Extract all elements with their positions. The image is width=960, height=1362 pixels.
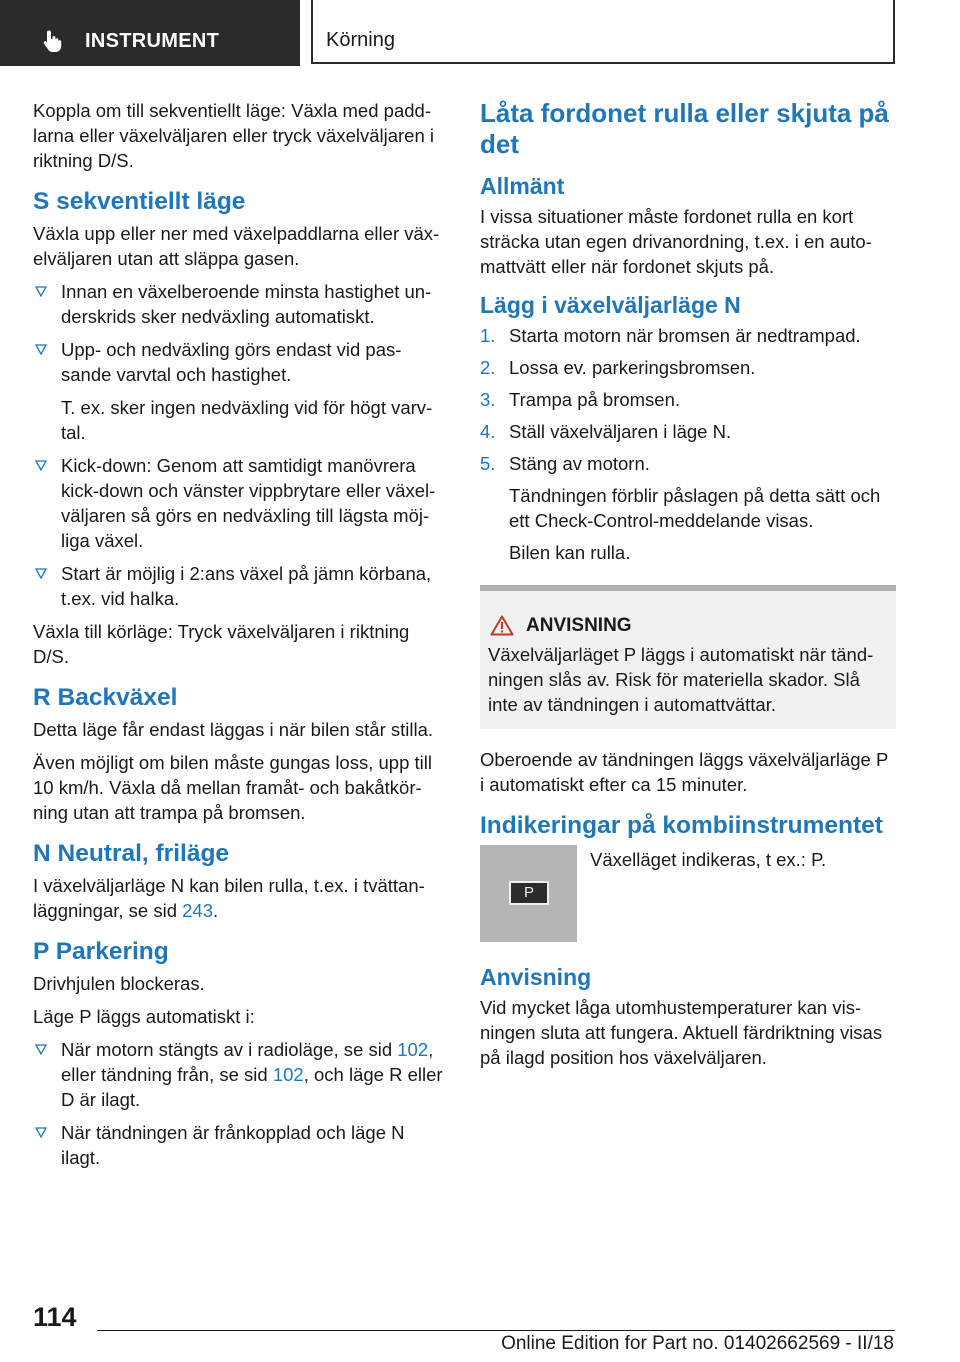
- step-text: Ställ växelväljaren i läge N.: [509, 421, 732, 442]
- select-n-heading: Lägg i växelväljarläge N: [480, 292, 741, 318]
- instrument-display-image: [480, 845, 577, 942]
- bullet-text-part: , och läge R eller D är ilagt.: [61, 1064, 443, 1110]
- bullet-item: [33, 279, 445, 329]
- s-after-text: Växla till körläge: Tryck växelväljaren i riktning D/S.: [33, 621, 410, 667]
- r-reverse-heading: R Backväxel: [33, 684, 178, 711]
- right-column: [480, 98, 896, 1078]
- step-number: 5.: [480, 453, 496, 474]
- r-reverse-text-1: Detta läge får endast läggas i när bilen står stilla.: [33, 719, 434, 740]
- triangle-bullet-icon: [35, 286, 47, 297]
- triangle-bullet-icon: [35, 1127, 47, 1138]
- step-text: Starta motorn när bromsen är nedtrampad.: [509, 325, 861, 346]
- numbered-step: [480, 451, 896, 476]
- triangle-bullet-icon: [35, 1044, 47, 1055]
- numbered-step: [480, 355, 896, 380]
- intro-paragraph: Koppla om till sekventiellt läge: Växla med paddlarna eller växelväljaren eller tryck växelväljaren i riktning D/S.: [33, 100, 435, 171]
- step-subtext: Bilen kan rulla.: [509, 542, 631, 563]
- notice-title: ANVISNING: [526, 615, 632, 636]
- bullet-text: Kick-down: Genom att samtidigt manövrera kick-down och vänster vippbrytare eller växelväljaren så görs en nedväxling till lägsta möjliga växel.: [61, 455, 436, 551]
- after-notice-text: Oberoende av tändningen läggs växelväljarläge P i automatiskt efter ca 15 minuter.: [480, 749, 888, 795]
- step-number: 2.: [480, 357, 496, 378]
- n-neutral-heading: N Neutral, friläge: [33, 840, 230, 867]
- footer-divider: [97, 1330, 895, 1331]
- gear-indicator-p: P: [509, 881, 549, 905]
- step-number: 3.: [480, 389, 496, 410]
- warning-triangle-icon: [490, 615, 514, 636]
- page-link-102[interactable]: 102: [397, 1039, 429, 1060]
- bullet-item: [33, 1120, 445, 1170]
- bullet-subtext: T. ex. sker ingen nedväxling vid för högt varvtal.: [61, 397, 433, 443]
- step-number: 1.: [480, 325, 496, 346]
- page-link-243[interactable]: 243: [182, 900, 214, 921]
- bullet-text: När tändningen är frånkopplad och läge N ilagt.: [61, 1122, 405, 1168]
- indicator-heading: Indikeringar på kombiinstrumentet: [480, 812, 883, 839]
- general-heading: Allmänt: [480, 173, 565, 199]
- p-park-heading: P Parkering: [33, 938, 169, 965]
- page-link-102[interactable]: 102: [272, 1064, 304, 1085]
- general-text: I vissa situationer måste fordonet rulla en kort sträcka utan egen drivanordning, t.ex. i en automattvätt eller när fordonet skjuts på.: [480, 206, 872, 277]
- step-text: Stäng av motorn.: [509, 453, 650, 474]
- n-neutral-text: [33, 873, 445, 923]
- bullet-text: Innan en växelberoende minsta hastighet underskrids sker nedväxling automatiskt.: [61, 281, 432, 327]
- numbered-step: [480, 387, 896, 412]
- triangle-bullet-icon: [35, 344, 47, 355]
- left-column: [33, 98, 445, 1178]
- note-text: Vid mycket låga utomhustemperaturer kan visningen sluta att fungera. Aktuell färdriktning visas på ilagd position hos växelväljaren.: [480, 997, 883, 1068]
- step-text: Trampa på bromsen.: [509, 389, 681, 410]
- notice-text: Växelväljarläget P läggs i automatiskt när tändningen slås av. Risk för materiella skador. Slå inte av tändningen i automattvättar.: [488, 644, 874, 715]
- display-illustration-row: [480, 845, 896, 945]
- notice-title-row: [488, 613, 888, 638]
- note-heading: Anvisning: [480, 964, 592, 990]
- numbered-step: [480, 323, 896, 348]
- header-chapter-label: Körning: [326, 29, 395, 51]
- s-sequential-text: Växla upp eller ner med växelpaddlarna eller växelväljaren utan att släppa gasen.: [33, 223, 440, 269]
- roll-vehicle-heading: Låta fordonet rulla eller skjuta på det: [480, 98, 889, 159]
- r-reverse-text-2: Även möjligt om bilen måste gungas loss, upp till 10 km/h. Växla då mellan framåt- och bakåtkörning utan att trampa på bromsen.: [33, 752, 432, 823]
- notice-box: [480, 585, 896, 729]
- bullet-item: [33, 561, 445, 611]
- header-section-tab: [0, 0, 300, 66]
- s-sequential-heading: S sekventiellt läge: [33, 188, 246, 215]
- bullet-text-part: , eller tändning från, se sid: [61, 1039, 434, 1085]
- bullet-text: Upp- och nedväxling görs endast vid passande varvtal och hastighet.: [61, 339, 402, 385]
- bullet-item: [33, 337, 445, 387]
- triangle-bullet-icon: [35, 460, 47, 471]
- header-chapter-tab: [311, 0, 895, 64]
- bullet-text: Start är möjlig i 2:ans växel på jämn körbana, t.ex. vid halka.: [61, 563, 432, 609]
- step-subtext: Tändningen förblir påslagen på detta sätt och ett Check-Control-meddelande visas.: [509, 485, 881, 531]
- n-neutral-text-part: I växelväljarläge N kan bilen rulla, t.ex. i tvättanläggningar, se sid: [33, 875, 425, 921]
- page-number: 114: [33, 1302, 77, 1332]
- triangle-bullet-icon: [35, 568, 47, 579]
- hand-pointer-icon: [42, 29, 64, 53]
- step-number: 4.: [480, 421, 496, 442]
- bullet-item: [33, 1037, 445, 1112]
- footer-edition-text: Online Edition for Part no. 01402662569 - II/18: [501, 1333, 894, 1354]
- indicator-text: Växelläget indikeras, t ex.: P.: [590, 849, 827, 870]
- bullet-item: [33, 453, 445, 553]
- p-park-text-1: Drivhjulen blockeras.: [33, 973, 205, 994]
- header-section-label: INSTRUMENT: [85, 30, 220, 52]
- bullet-text-part: När motorn stängts av i radioläge, se sid: [61, 1039, 398, 1060]
- step-text: Lossa ev. parkeringsbromsen.: [509, 357, 756, 378]
- numbered-step: [480, 419, 896, 444]
- n-neutral-text-end: .: [213, 900, 219, 921]
- p-park-text-2: Läge P läggs automatiskt i:: [33, 1006, 255, 1027]
